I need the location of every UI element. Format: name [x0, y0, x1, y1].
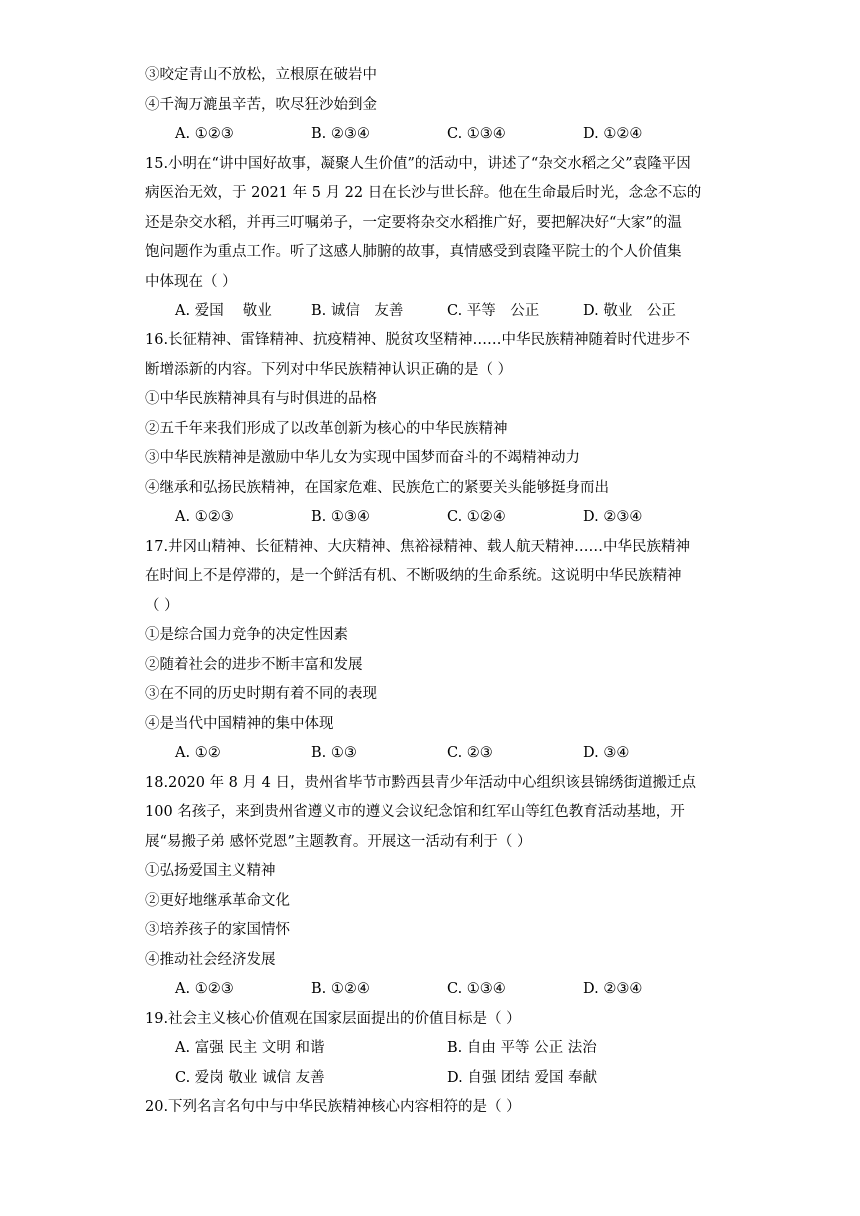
q17-stem-line: 在时间上不是停滞的，是一个鲜活有机、不断吸纳的生命系统。这说明中华民族精神 [145, 568, 682, 584]
q18-option-c: C. ①③④ [447, 981, 506, 997]
q17-stem-line: 17.井冈山精神、长征精神、大庆精神、焦裕禄精神、载人航天精神……中华民族精神 [145, 539, 691, 555]
q17-statement-1: ①是综合国力竞争的决定性因素 [145, 627, 348, 643]
q18-statement-2: ②更好地继承革命文化 [145, 893, 290, 909]
q14-statement-4: ④千淘万漉虽辛苦，吹尽狂沙始到金 [145, 97, 377, 113]
q20-stem-line: 20.下列名言名句中与中华民族精神核心内容相符的是（ ） [145, 1099, 521, 1115]
q18-stem-line: 18.2020 年 8 月 4 日，贵州省毕节市黔西县青少年活动中心组织该县锦绣街道搬迁点 [145, 775, 696, 791]
q15-option-d: D. 敬业 公正 [583, 303, 676, 319]
q16-statement-1: ①中华民族精神具有与时俱进的品格 [145, 391, 377, 407]
q18-option-a: A. ①②③ [175, 981, 234, 997]
q14-option-d: D. ①②④ [583, 126, 643, 142]
q14-option-a: A. ①②③ [175, 126, 234, 142]
q19-stem-line: 19.社会主义核心价值观在国家层面提出的价值目标是（ ） [145, 1011, 521, 1027]
q16-statement-3: ③中华民族精神是激励中华儿女为实现中国梦而奋斗的不竭精神动力 [145, 450, 580, 466]
q15-option-a: A. 爱国 敬业 [175, 303, 272, 319]
q17-option-a: A. ①② [175, 745, 221, 761]
q19-option-d: D. 自强 团结 爱国 奉献 [447, 1070, 598, 1086]
q18-option-d: D. ②③④ [583, 981, 643, 997]
q15-stem-line: 病医治无效，于 2021 年 5 月 22 日在长沙与世长辞。他在生命最后时光，念念不忘的 [145, 185, 702, 201]
q15-option-b: B. 诚信 友善 [311, 303, 404, 319]
q16-statement-2: ②五千年来我们形成了以改革创新为核心的中华民族精神 [145, 421, 508, 437]
q15-option-c: C. 平等 公正 [447, 303, 540, 319]
q16-option-a: A. ①②③ [175, 509, 234, 525]
q16-option-b: B. ①③④ [311, 509, 370, 525]
q17-statement-3: ③在不同的历史时期有着不同的表现 [145, 686, 377, 702]
q18-statement-3: ③培养孩子的家国情怀 [145, 922, 290, 938]
q16-option-d: D. ②③④ [583, 509, 643, 525]
q18-stem-line: 100 名孩子，来到贵州省遵义市的遵义会议纪念馆和红军山等红色教育活动基地，开 [145, 804, 685, 820]
q14-statement-3: ③咬定青山不放松，立根原在破岩中 [145, 67, 377, 83]
q18-statement-1: ①弘扬爱国主义精神 [145, 863, 276, 879]
q18-option-b: B. ①②④ [311, 981, 370, 997]
q17-stem-line: （ ） [145, 598, 179, 614]
q16-option-c: C. ①②④ [447, 509, 506, 525]
q17-option-b: B. ①③ [311, 745, 357, 761]
q17-statement-4: ④是当代中国精神的集中体现 [145, 716, 334, 732]
q17-option-c: C. ②③ [447, 745, 493, 761]
q18-statement-4: ④推动社会经济发展 [145, 952, 276, 968]
q19-option-c: C. 爱岗 敬业 诚信 友善 [175, 1070, 325, 1086]
q17-statement-2: ②随着社会的进步不断丰富和发展 [145, 657, 363, 673]
q19-option-a: A. 富强 民主 文明 和谐 [175, 1040, 325, 1056]
q19-option-b: B. 自由 平等 公正 法治 [447, 1040, 597, 1056]
q18-stem-line: 展“易搬子弟 感怀党恩”主题教育。开展这一活动有利于（ ） [145, 834, 532, 850]
q15-stem-line: 饱问题作为重点工作。听了这感人肺腑的故事，真情感受到袁隆平院士的个人价值集 [145, 244, 682, 260]
q15-stem-line: 15.小明在“讲中国好故事，凝聚人生价值”的活动中，讲述了“杂交水稻之父”袁隆平因 [145, 156, 691, 172]
q15-stem-line: 中体现在（ ） [145, 274, 237, 290]
q15-stem-line: 还是杂交水稻，并再三叮嘱弟子，一定要将杂交水稻推广好，要把解决好“大家”的温 [145, 215, 682, 231]
q16-stem-line: 16.长征精神、雷锋精神、抗疫精神、脱贫攻坚精神……中华民族精神随着时代进步不 [145, 332, 691, 348]
q14-option-c: C. ①③④ [447, 126, 506, 142]
q16-statement-4: ④继承和弘扬民族精神，在国家危难、民族危亡的紧要关头能够挺身而出 [145, 480, 609, 496]
q14-option-b: B. ②③④ [311, 126, 370, 142]
q17-option-d: D. ③④ [583, 745, 630, 761]
q16-stem-line: 断增添新的内容。下列对中华民族精神认识正确的是（ ） [145, 362, 513, 378]
